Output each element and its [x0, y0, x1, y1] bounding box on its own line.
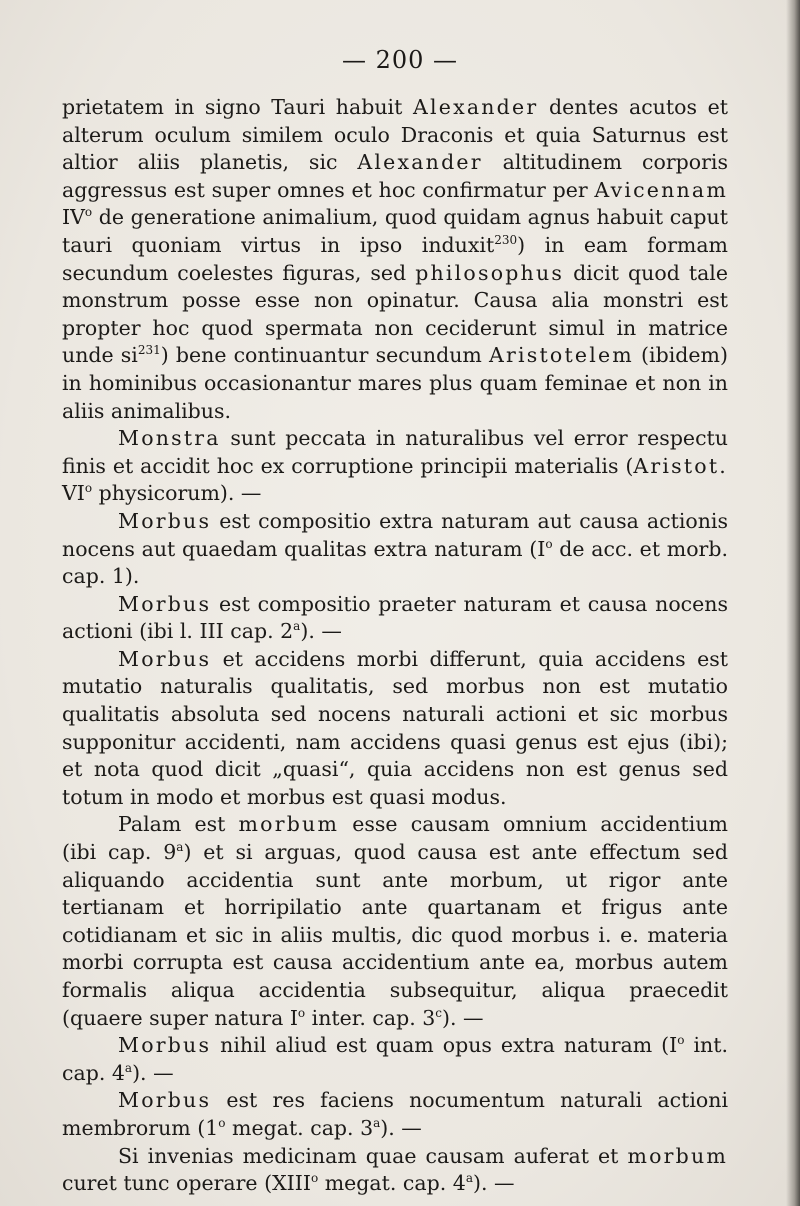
text-run: ). —: [132, 1060, 174, 1085]
spaced-term: Aristotelem: [488, 343, 634, 368]
paragraph-7: [62, 1032, 728, 1087]
text-run: de acc. et morb. cap. 1).: [62, 536, 728, 589]
superscript: a: [373, 1115, 381, 1130]
paragraph-3: [62, 508, 728, 591]
spaced-term: Alexander: [413, 95, 539, 119]
paragraph-2: [62, 425, 728, 508]
text-run: physicorum). —: [92, 481, 262, 506]
paragraph-1: [62, 94, 728, 425]
text-run: Si invenias medicinam quae causam auferat et: [118, 1143, 628, 1168]
page-number: — 200 —: [341, 46, 459, 74]
paragraph-4: [62, 591, 728, 646]
superscript: c: [435, 1005, 443, 1020]
spaced-term: Aristot.: [633, 453, 728, 478]
superscript: a: [293, 619, 301, 634]
text-run: est compositio praeter naturam et causa nocens actioni (ibi l. III cap. 2: [62, 591, 728, 644]
paragraph-8: [62, 1087, 728, 1142]
text-run: dentes acutos et alterum oculum similem oculo Draconis et quia Saturnus est altior aliis planetis, sic: [62, 95, 728, 175]
superscript: 230: [494, 232, 518, 247]
text-run: VI: [62, 481, 85, 506]
superscript: o: [545, 536, 553, 551]
spaced-term: Morbus: [118, 591, 212, 616]
spaced-term: Avicennam: [594, 177, 728, 202]
text-run: int. cap. 4: [62, 1033, 729, 1085]
superscript: a: [465, 1171, 473, 1186]
text-run: ) et si arguas, quod causa est ante effectum sed aliquando accidentia sunt ante morbum, ut rigor ante tertianam et horripilatio ante quartanam et frigus ante cotidianam et sic in aliis multis, dic quod morbus i. e. materia morbi corrupta est causa accidentium ante ea, morbus autem formalis aliqua accidentia subsequitur, aliqua praecedit (quaere super natura I: [62, 840, 728, 1030]
superscript: o: [84, 481, 93, 496]
page-edge-shadow: [786, 0, 800, 1206]
text-run: ). —: [300, 619, 342, 644]
text-run: est compositio extra naturam aut causa actionis nocens aut quaedam qualitas extra naturam (I: [62, 508, 728, 561]
text-run: (ibidem) in hominibus occasionantur mares plus quam feminae et non in aliis animalibus.: [62, 343, 728, 423]
body-text: [62, 94, 728, 1198]
text-run: megat. cap. 3: [225, 1115, 374, 1140]
text-run: IV: [62, 205, 85, 230]
superscript: o: [218, 1115, 226, 1130]
text-run: nihil aliud est quam opus extra naturam (I: [211, 1033, 678, 1058]
text-run: Palam est: [118, 812, 239, 837]
spaced-term: Morbus: [118, 646, 212, 671]
superscript: o: [84, 205, 93, 220]
spaced-term: Morbus: [118, 1033, 212, 1058]
text-run: ). —: [442, 1005, 484, 1030]
text-run: ). —: [472, 1171, 515, 1196]
text-run: est res faciens nocumentum naturali actioni membrorum (1: [62, 1088, 728, 1140]
text-run: et accidens morbi differunt, quia accidens est mutatio naturalis qualitatis, sed morbus non est mutatio qualitatis absoluta sed nocens naturali actioni et sic morbus supponitur accidenti, nam accidens quasi genus est ejus (ibi); et nota quod dicit „quasi“, quia accidens non est genus sed totum in modo et morbus est quasi modus.: [62, 646, 728, 809]
spaced-term: philosophus: [415, 260, 565, 285]
spaced-term: Alexander: [357, 150, 483, 175]
superscript: o: [310, 1171, 319, 1186]
superscript: o: [297, 1005, 306, 1020]
superscript: o: [677, 1033, 685, 1048]
text-run: curet tunc operare (XIII: [62, 1171, 311, 1196]
spaced-term: Morbus: [118, 508, 212, 533]
text-run: de generatione animalium, quod quidam agnus habuit caput tauri quoniam virtus in ipso induxit: [62, 205, 728, 257]
text-run: inter. cap. 3: [305, 1005, 436, 1030]
text-run: prietatem in signo Tauri habuit: [62, 95, 413, 119]
superscript: 231: [137, 343, 161, 358]
superscript: a: [176, 840, 184, 855]
paragraph-6: [62, 811, 728, 1032]
superscript: a: [124, 1060, 133, 1075]
text-run: altitudinem corporis aggressus est super omnes et hoc confirmatur per: [62, 150, 728, 202]
spaced-term: morbum: [238, 812, 340, 837]
spaced-term: Morbus: [118, 1088, 212, 1113]
text-run: esse causam omnium accidentium (ibi cap. 9: [62, 812, 728, 865]
text-run: ) in eam formam secundum coelestes figuras, sed: [62, 232, 728, 285]
text-run: ) bene continuantur secundum: [160, 343, 489, 368]
paragraph-9: [62, 1143, 728, 1198]
spaced-term: Monstra: [118, 426, 221, 451]
text-run: megat. cap. 4: [318, 1171, 466, 1196]
spaced-term: morbum: [627, 1143, 728, 1168]
paragraph-5: [62, 646, 728, 812]
text-run: ). —: [380, 1115, 422, 1140]
text-run: dicit quod tale monstrum posse esse non opinatur. Causa alia monstri est propter hoc quod spermata non ceciderunt simul in matrice unde si: [62, 260, 728, 368]
text-run: sunt peccata in naturalibus vel error respectu finis et accidit hoc ex corruptione principii materialis (: [62, 426, 728, 478]
